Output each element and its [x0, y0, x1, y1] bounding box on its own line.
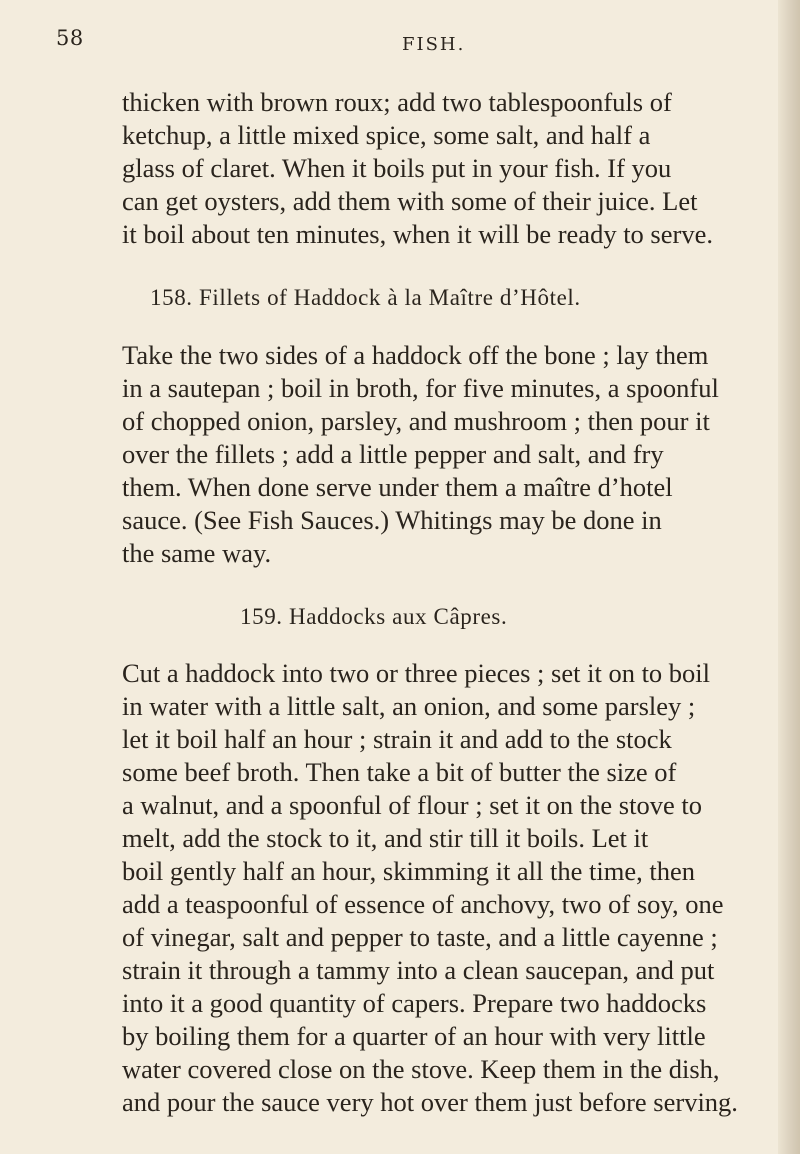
- recipe-number: 158.: [150, 285, 193, 310]
- page-edge-shadow: [778, 0, 800, 1154]
- paragraph-line: Cut a haddock into two or three pieces ; set it on to boil: [122, 658, 711, 688]
- paragraph-line: melt, add the stock to it, and stir till it boils. Let it: [122, 823, 649, 853]
- paragraph-line: boil gently half an hour, skimming it all the time, then: [122, 856, 696, 886]
- paragraph-line: it boil about ten minutes, when it will be ready to serve.: [122, 219, 713, 249]
- paragraph-line: glass of claret. When it boils put in your fish. If you: [122, 153, 672, 183]
- paragraph-line: them. When done serve under them a maître d’hotel: [122, 472, 673, 502]
- paragraph-line: water covered close on the stove. Keep them in the dish,: [122, 1054, 720, 1084]
- paragraph-line: let it boil half an hour ; strain it and add to the stock: [122, 724, 672, 754]
- paragraph-line: the same way.: [122, 538, 272, 568]
- paragraph-line: sauce. (See Fish Sauces.) Whitings may be done in: [122, 505, 662, 535]
- page-number: 58: [56, 26, 84, 50]
- paragraph-line: strain it through a tammy into a clean saucepan, and put: [122, 955, 715, 985]
- paragraph-line: in a sautepan ; boil in broth, for five minutes, a spoonful: [122, 373, 719, 403]
- recipe-title: Fillets of Haddock à la Maître d’Hôtel.: [199, 285, 581, 310]
- paragraph-line: can get oysters, add them with some of their juice. Let: [122, 186, 698, 216]
- paragraph-line: some beef broth. Then take a bit of butter the size of: [122, 757, 677, 787]
- paragraph-line: of chopped onion, parsley, and mushroom ; then pour it: [122, 406, 710, 436]
- paragraph-line: by boiling them for a quarter of an hour with very little: [122, 1021, 706, 1051]
- page-header: [0, 26, 800, 66]
- paragraph-line: and pour the sauce very hot over them just before serving.: [122, 1087, 738, 1117]
- paragraph-line: over the fillets ; add a little pepper and salt, and fry: [122, 439, 664, 469]
- recipe-heading: [240, 604, 507, 630]
- paragraph-line: Take the two sides of a haddock off the bone ; lay them: [122, 340, 709, 370]
- paragraph-line: a walnut, and a spoonful of flour ; set it on the stove to: [122, 790, 702, 820]
- paragraph-line: in water with a little salt, an onion, and some parsley ;: [122, 691, 696, 721]
- paragraph-line: thicken with brown roux; add two tablespoonfuls of: [122, 87, 672, 117]
- paragraph-line: into it a good quantity of capers. Prepare two haddocks: [122, 988, 707, 1018]
- recipe-title: Haddocks aux Câpres.: [289, 604, 508, 629]
- paragraph-line: ketchup, a little mixed spice, some salt, and half a: [122, 120, 651, 150]
- recipe-number: 159.: [240, 604, 283, 629]
- paragraph-line: add a teaspoonful of essence of anchovy, two of soy, one: [122, 889, 724, 919]
- running-head: FISH.: [402, 34, 466, 55]
- recipe-heading: [150, 285, 581, 311]
- paragraph-line: of vinegar, salt and pepper to taste, and a little cayenne ;: [122, 922, 718, 952]
